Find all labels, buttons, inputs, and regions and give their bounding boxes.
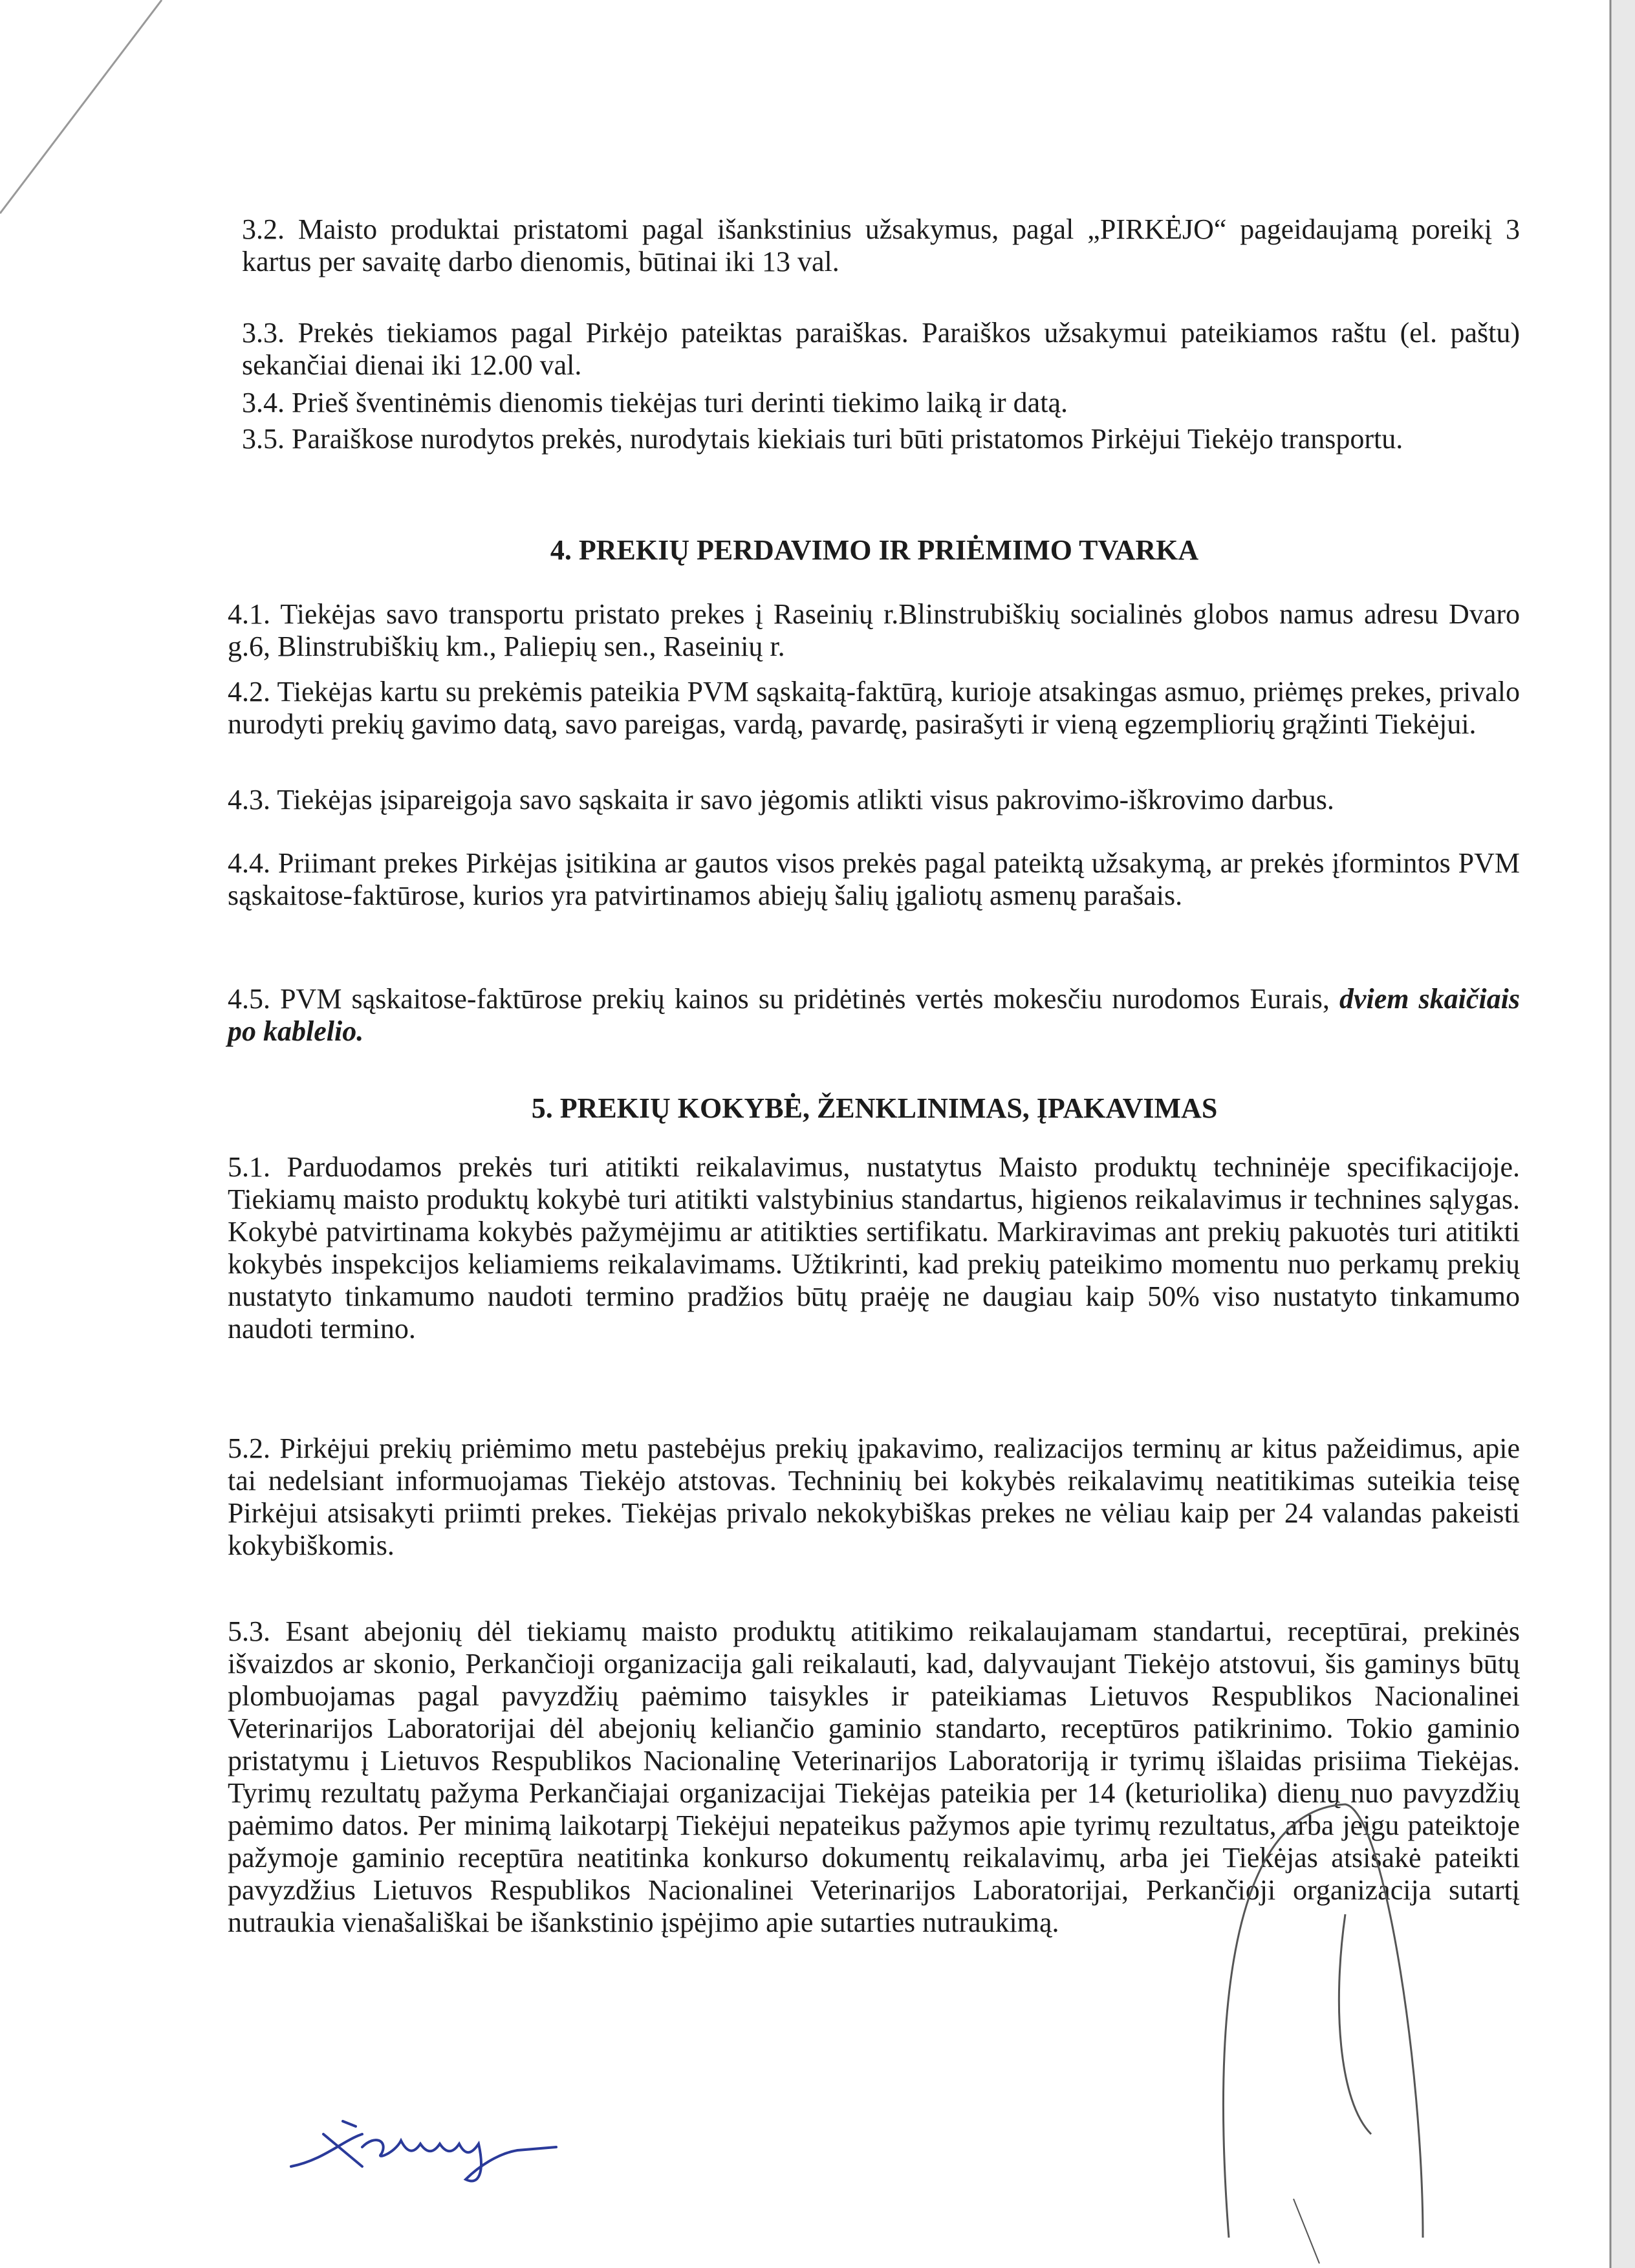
- paragraph-3-5: 3.5. Paraiškose nurodytos prekės, nurodytais kiekiais turi būti pristatomos Pirkėjui Tiekėjo transportu.: [242, 423, 1403, 455]
- paragraph-5-3: 5.3. Esant abejonių dėl tiekiamų maisto produktų atitikimo reikalaujamam standartui, receptūrai, prekinės išvaizdos ar skonio, Perkančioji organizacija gali reikalauti, kad, dalyvaujant Tiekėjo atstovui, šis gaminys būtų plombuojamas pagal pavyzdžių paėmimo taisykles ir pateikiamas Lietuvos Respublikos Nacionalinei Veterinarijos Laboratorijai dėl abejonių keliančio gaminio standarto, receptūros patikrinimo. Tokio gaminio pristatymu į Lietuvos Respublikos Nacionalinę Veterinarijos Laboratoriją ir tyrimų išlaidas prisiima Tiekėjas. Tyrimų rezultatų pažyma Perkančiajai organizacijai Tiekėjas pateikia per 14 (keturiolika) dienų nuo pavyzdžių paėmimo datos. Per minimą laikotarpį Tiekėjui nepateikus pažymos apie tyrimų rezultatus, arba jeigu pateiktoje pažymoje gaminio receptūra neatitinka konkurso dokumentų reikalavimų, arba jei Tiekėjas atsisakė pateikti pavyzdžius Lietuvos Respublikos Nacionalinei Veterinarijos Laboratorijai, Perkančioji organizacija sutartį nutraukia vienašališkai be išankstinio įspėjimo apie sutarties nutraukimą.: [228, 1615, 1520, 1938]
- paragraph-4-2: 4.2. Tiekėjas kartu su prekėmis pateikia PVM sąskaitą-faktūrą, kurioje atsakingas asmuo, priėmęs prekes, privalo nurodyti prekių gavimo datą, savo pareigas, vardą, pavardę, pasirašyti ir vieną egzempliorių grąžinti Tiekėjui.: [228, 676, 1520, 740]
- paragraph-4-3: 4.3. Tiekėjas įsipareigoja savo sąskaita ir savo jėgomis atlikti visus pakrovimo-iškrovimo darbus.: [228, 784, 1334, 815]
- paragraph-3-4: 3.4. Prieš šventinėmis dienomis tiekėjas turi derinti tiekimo laiką ir datą.: [242, 387, 1068, 418]
- paragraph-5-1: 5.1. Parduodamos prekės turi atitikti reikalavimus, nustatytus Maisto produktų techninėje specifikacijoje. Tiekiamų maisto produktų kokybė turi atitikti valstybinius standartus, higienos reikalavimus ir technines sąlygas. Kokybė patvirtinama kokybės pažymėjimu ar atitikties sertifikatu. Markiravimas ant prekių pakuotės turi atitikti kokybės inspekcijos keliamiems reikalavimams. Užtikrinti, kad prekių pateikimo momentu nuo perkamų prekių nustatyto tinkamumo naudoti termino pradžios būtų praėję ne daugiau kaip 50% viso nustatyto tinkamumo naudoti termino.: [228, 1151, 1520, 1345]
- paragraph-4-5-text: 4.5. PVM sąskaitose-faktūrose prekių kainos su pridėtinės vertės mokesčiu nurodomos Eurais,: [228, 983, 1339, 1015]
- paragraph-4-4: 4.4. Priimant prekes Pirkėjas įsitikina ar gautos visos prekės pagal pateiktą užsakymą, ar prekės įformintos PVM sąskaitose-faktūrose, kurios yra patvirtinamos abiejų šalių įgaliotų asmenų parašais.: [228, 847, 1520, 911]
- paragraph-5-2: 5.2. Pirkėjui prekių priėmimo metu pastebėjus prekių įpakavimo, realizacijos terminų ar kitus pažeidimus, apie tai nedelsiant informuojamas Tiekėjo atstovas. Techninių bei kokybės reikalavimų neatitikimas suteikia teisę Pirkėjui atsisakyti priimti prekes. Tiekėjas privalo nekokybiškas prekes ne vėliau kaip per 24 valandas pakeisti kokybiškomis.: [228, 1432, 1520, 1561]
- paragraph-3-2: 3.2. Maisto produktai pristatomi pagal išankstinius užsakymus, pagal „PIRKĖJO“ pageidaujamą poreikį 3 kartus per savaitę darbo dienomis, būtinai iki 13 val.: [242, 213, 1520, 277]
- paragraph-4-1: 4.1. Tiekėjas savo transportu pristato prekes į Raseinių r.Blinstrubiškių socialinės globos namus adresu Dvaro g.6, Blinstrubiškių km., Paliepių sen., Raseinių r.: [228, 598, 1520, 662]
- section-5-heading: 5. PREKIŲ KOKYBĖ, ŽENKLINIMAS, ĮPAKAVIMAS: [531, 1092, 1218, 1124]
- paragraph-4-5-emphasis: dviem skaičiais po kablelio.: [228, 983, 1520, 1047]
- signature: [285, 2095, 608, 2186]
- paragraph-3-3: 3.3. Prekės tiekiamos pagal Pirkėjo pateiktas paraiškas. Paraiškos užsakymui pateikiamos raštu (el. paštu) sekančiai dienai iki 12.00 val.: [242, 317, 1520, 381]
- section-4-heading: 4. PREKIŲ PERDAVIMO IR PRIĖMIMO TVARKA: [550, 534, 1199, 566]
